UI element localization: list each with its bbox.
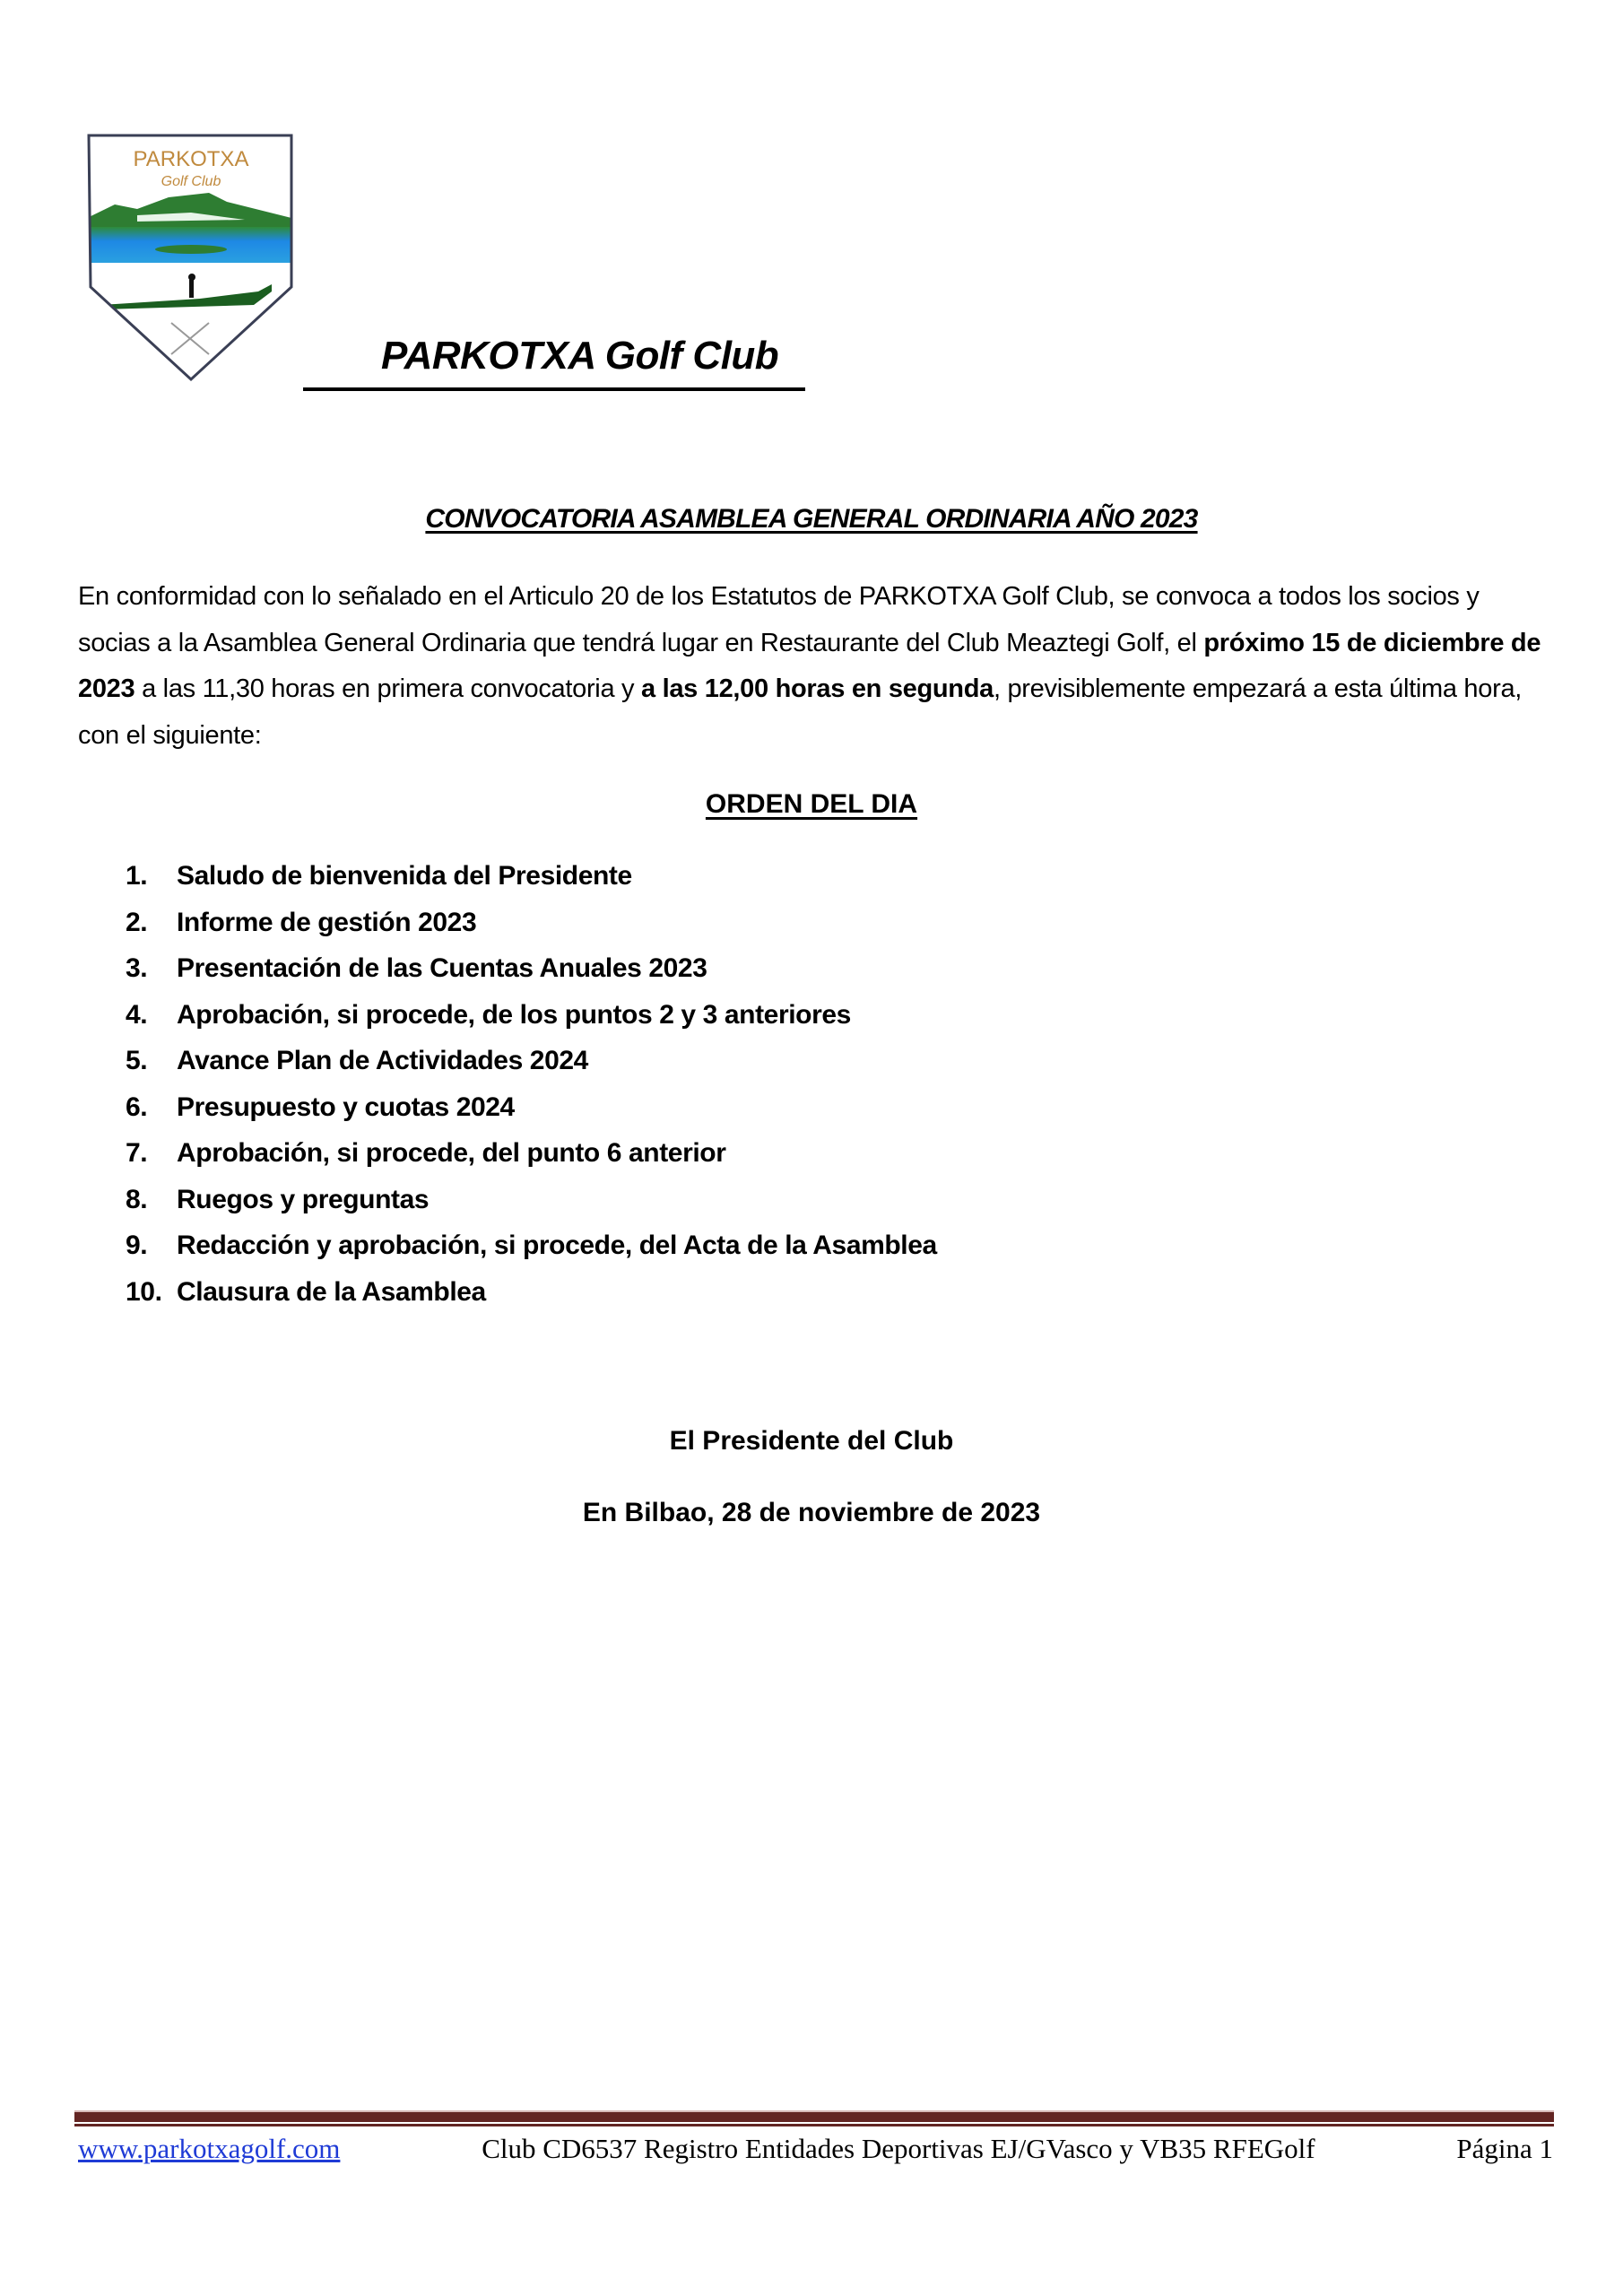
logo-text-2: Golf Club — [161, 174, 221, 189]
agenda-number: 4. — [126, 999, 148, 1030]
agenda-list — [126, 861, 937, 1323]
footer-divider — [74, 2110, 1554, 2122]
registry-info: Club CD6537 Registro Entidades Deportivas EJ/GVasco y VB35 RFEGolf — [482, 2133, 1315, 2164]
club-logo — [83, 130, 299, 386]
footer-divider-thin — [74, 2124, 1554, 2126]
agenda-text: Ruegos y preguntas — [177, 1184, 430, 1214]
agenda-number: 5. — [126, 1046, 148, 1075]
agenda-number: 7. — [126, 1138, 148, 1168]
club-title: PARKOTXA Golf Club — [381, 334, 779, 378]
agenda-number: 8. — [126, 1184, 148, 1214]
agenda-item — [126, 1185, 937, 1231]
paragraph-text: a las 11,30 horas en primera convocatoria y — [135, 674, 641, 703]
agenda-text: Redacción y aprobación, si procede, del Acta de la Asamblea — [177, 1231, 937, 1260]
meeting-date: próximo 15 de diciembre de 2023 — [78, 628, 1541, 703]
agenda-text: Presentación de las Cuentas Anuales 2023 — [177, 953, 707, 983]
agenda-text: Aprobación, si procede, de los puntos 2 y 3 anteriores — [177, 999, 851, 1030]
agenda-number: 2. — [126, 907, 148, 937]
agenda-number: 10. — [126, 1276, 162, 1307]
agenda-number: 1. — [126, 861, 148, 891]
agenda-text: Presupuesto y cuotas 2024 — [177, 1091, 515, 1122]
convocation-heading — [0, 504, 1623, 535]
agenda-item — [126, 1000, 937, 1047]
agenda-item — [126, 908, 937, 954]
agenda-title: ORDEN DEL DIA — [705, 789, 918, 819]
agenda-item — [126, 1231, 937, 1277]
agenda-text: Clausura de la Asamblea — [177, 1276, 486, 1307]
agenda-text: Informe de gestión 2023 — [177, 907, 477, 937]
agenda-item — [126, 861, 937, 908]
signature: El Presidente del Club — [669, 1426, 954, 1456]
intro-paragraph — [78, 574, 1558, 759]
page-footer — [78, 2133, 1553, 2169]
page-number: Página 1 — [1456, 2133, 1553, 2164]
agenda-item — [126, 1046, 937, 1092]
document-title: CONVOCATORIA ASAMBLEA GENERAL ORDINARIA AÑO 2023 — [425, 504, 1198, 534]
agenda-heading — [0, 789, 1623, 820]
agenda-number: 3. — [126, 953, 148, 983]
paragraph-text: , previsiblemente empezará a esta última hora, con el siguiente: — [78, 674, 1523, 750]
paragraph-text: En conformidad con lo señalado en el Articulo 20 de los Estatutos de PARKOTXA Golf Club, se convoca a todos los socios y socias a la Asamblea General Ordinaria que tendrá lugar en Restaurante del Club Meaztegi Golf, el — [78, 582, 1480, 657]
club-title-line — [303, 334, 805, 391]
agenda-item — [126, 1092, 937, 1139]
agenda-number: 9. — [126, 1231, 148, 1260]
place-date: En Bilbao, 28 de noviembre de 2023 — [582, 1498, 1041, 1527]
agenda-text: Avance Plan de Actividades 2024 — [177, 1046, 588, 1075]
agenda-item — [126, 953, 937, 1000]
agenda-item — [126, 1138, 937, 1185]
agenda-text: Aprobación, si procede, del punto 6 anterior — [177, 1138, 726, 1168]
website-link[interactable]: www.parkotxagolf.com — [78, 2133, 341, 2164]
second-call-time: a las 12,00 horas en segunda — [641, 674, 994, 703]
logo-text-1: PARKOTXA — [133, 147, 249, 171]
agenda-text: Saludo de bienvenida del Presidente — [177, 861, 632, 891]
agenda-number: 6. — [126, 1091, 148, 1122]
agenda-item — [126, 1277, 937, 1324]
